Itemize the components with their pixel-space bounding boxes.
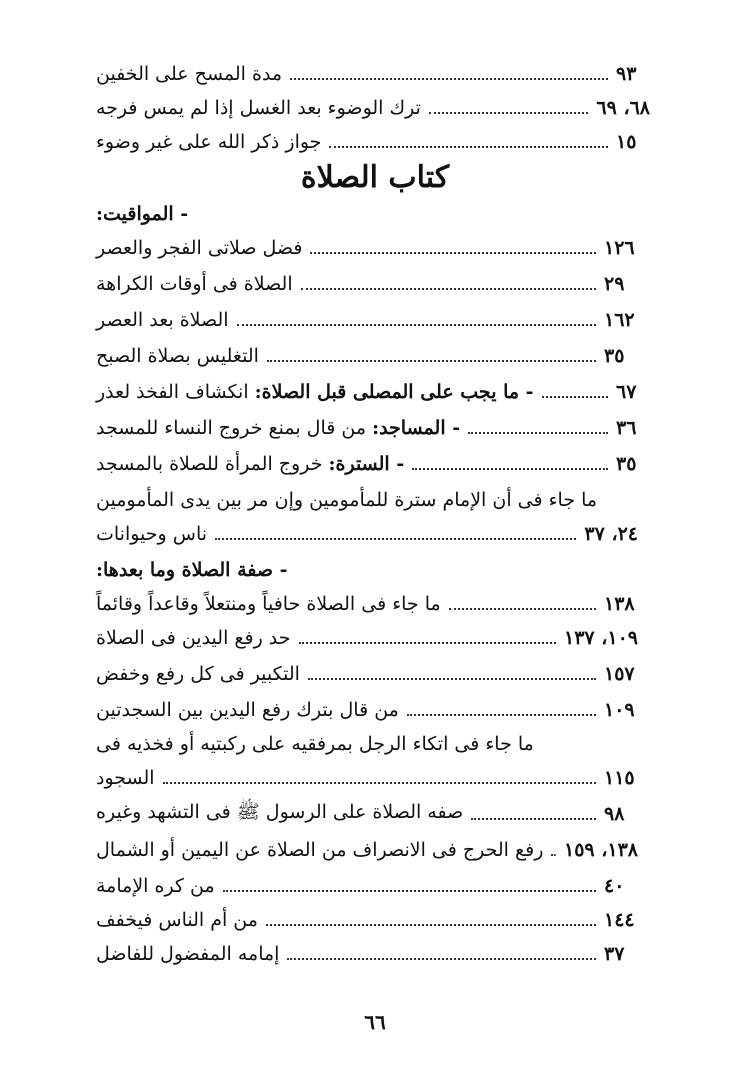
dot-leader <box>329 146 608 148</box>
index-entry <box>96 56 650 92</box>
entry-pages: ١٣٨ <box>604 593 635 615</box>
dot-leader <box>267 360 596 362</box>
section-heading <box>96 552 650 588</box>
entry-text: جواز ذكر الله على غير وضوء <box>96 131 322 153</box>
index-entry <box>96 620 638 656</box>
entry-text: التغليس بصلاة الصبح <box>96 345 259 367</box>
entry-pages: ١٥٧ <box>604 663 635 685</box>
dot-leader <box>163 782 596 784</box>
section-title: - المواقيت: <box>96 203 189 225</box>
entry-text: خروج المرأة للصلاة بالمسجد <box>96 453 323 475</box>
index-entry <box>96 302 638 338</box>
index-entry-line1 <box>96 482 638 518</box>
entry-text: ترك الوضوء بعد الغسل إذا لم يمس فرجه <box>96 97 421 119</box>
section-title: - صفة الصلاة وما بعدها: <box>96 559 288 581</box>
section-label: - السترة: <box>328 453 405 475</box>
dot-leader <box>310 252 596 254</box>
entry-pages: ٦٨، ٦٩ <box>596 97 650 119</box>
section-label: - المساجد: <box>372 417 461 439</box>
entry-pages: ٢٩ <box>604 273 625 295</box>
index-entry <box>96 124 650 160</box>
entry-pages: ٣٥ <box>604 345 625 367</box>
section-entry <box>96 410 650 446</box>
entry-pages: ٣٧ <box>604 943 625 965</box>
dot-leader <box>266 924 596 926</box>
dot-leader <box>237 324 596 326</box>
index-entry <box>96 936 638 972</box>
entry-pages: ١٥ <box>616 131 637 153</box>
entry-pages: ٤٠ <box>604 875 625 897</box>
section-entry <box>96 374 650 410</box>
index-entry-line2 <box>96 760 638 796</box>
entry-text: من قال بمنع خروج النساء للمسجد <box>96 417 367 439</box>
entry-text: التكبير فى كل رفع وخفض <box>96 663 300 685</box>
dot-leader <box>449 608 596 610</box>
entry-pages: ١٠٩، ١٣٧ <box>564 627 638 649</box>
entry-text: من أم الناس فيخفف <box>96 909 258 931</box>
entry-text: ما جاء فى الصلاة حافياً ومنتعلاً وقاعداً وقائماً <box>96 593 441 615</box>
entry-text <box>96 453 404 475</box>
dot-leader <box>301 288 596 290</box>
chapter-title: كتاب الصلاة <box>300 160 450 195</box>
dot-leader <box>468 432 608 434</box>
dot-leader <box>429 112 588 114</box>
entry-pages: ٣٦ <box>616 417 637 439</box>
entry-text: صفه الصلاة على الرسول ﷺ فى التشهد وغيره <box>96 801 464 823</box>
index-entry <box>96 266 638 302</box>
entry-text: ما جاء فى أن الإمام سترة للمأمومين وإن مر بين يدى المأمومين <box>96 489 598 511</box>
dot-leader <box>290 78 608 80</box>
entry-pages: ٢٤، ٣٧ <box>584 523 638 545</box>
dot-leader <box>412 468 608 470</box>
index-entry <box>96 90 650 126</box>
entry-text: إمامه المفضول للفاضل <box>96 943 280 965</box>
index-entry <box>96 868 638 904</box>
index-entry-line1 <box>96 726 638 762</box>
dot-leader <box>308 678 596 680</box>
entry-pages: ١٦٢ <box>604 309 635 331</box>
entry-pages: ٩٨ <box>604 803 625 825</box>
section-label: - ما يجب على المصلى قبل الصلاة: <box>254 381 534 403</box>
section-heading <box>96 196 650 232</box>
entry-text: ما جاء فى اتكاء الرجل بمرفقيه على ركبتيه أو فخذيه فى <box>96 733 534 755</box>
index-entry <box>96 338 638 374</box>
index-entry <box>96 796 638 832</box>
entry-text: انكشاف الفخذ لعذر <box>96 381 249 403</box>
section-entry <box>96 446 650 482</box>
dot-leader <box>299 642 556 644</box>
index-entry <box>96 692 638 728</box>
dot-leader <box>407 714 596 716</box>
index-entry <box>96 902 638 938</box>
index-entry <box>96 586 638 622</box>
entry-pages: ١٤٤ <box>604 909 635 931</box>
entry-pages: ١١٥ <box>604 767 635 789</box>
dot-leader <box>287 958 596 960</box>
entry-pages: ١٠٩ <box>604 699 635 721</box>
entry-text: من كره الإمامة <box>96 875 215 897</box>
entry-pages: ١٢٦ <box>604 237 635 259</box>
entry-pages: ٩٣ <box>616 63 637 85</box>
dot-leader <box>551 854 556 856</box>
dot-leader <box>542 396 608 398</box>
entry-text: ناس وحيوانات <box>96 523 208 545</box>
entry-text: من قال بترك رفع اليدين بين السجدتين <box>96 699 399 721</box>
entry-text: السجود <box>96 767 155 789</box>
dot-leader <box>223 890 596 892</box>
entry-text <box>96 417 460 439</box>
entry-pages: ٣٥ <box>616 453 637 475</box>
index-entry-line2 <box>96 516 638 552</box>
index-entry <box>96 230 638 266</box>
entry-text: مدة المسح على الخفين <box>96 63 283 85</box>
entry-text <box>96 381 534 403</box>
index-entry <box>96 832 638 868</box>
dot-leader <box>215 538 576 540</box>
entry-text: حد رفع اليدين فى الصلاة <box>96 627 291 649</box>
index-entry <box>96 656 638 692</box>
page-number: ٦٦ <box>364 1010 386 1034</box>
entry-text: رفع الحرج فى الانصراف من الصلاة عن اليمين أو الشمال <box>96 839 544 861</box>
entry-text: الصلاة فى أوقات الكراهة <box>96 273 293 295</box>
entry-text: فضل صلاتى الفجر والعصر <box>96 237 303 259</box>
entry-pages: ٦٧ <box>616 381 637 403</box>
entry-text: الصلاة بعد العصر <box>96 309 229 331</box>
entry-pages: ١٣٨، ١٥٩ <box>564 839 638 861</box>
dot-leader <box>471 818 596 820</box>
